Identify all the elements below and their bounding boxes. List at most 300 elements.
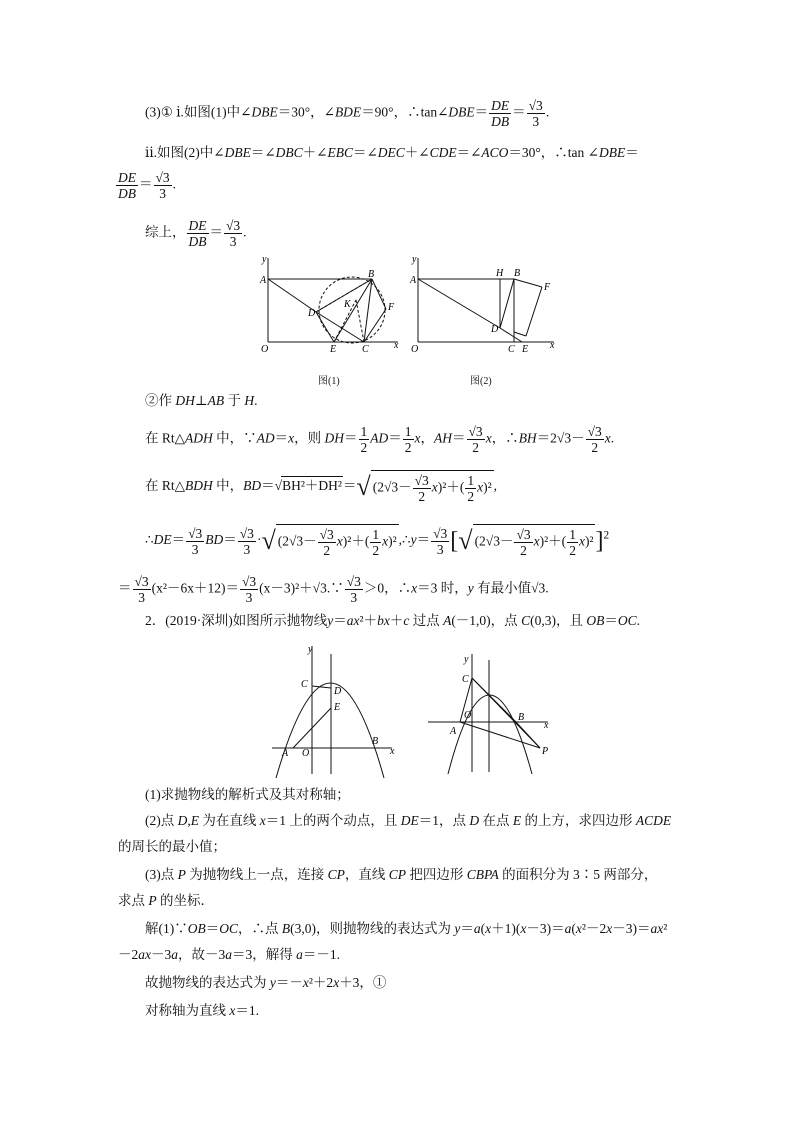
text: )²＋( [539,533,567,549]
text: ＝ [261,478,275,494]
text: DBE [251,104,278,120]
segment-cd [312,686,331,688]
text: 3 [229,234,237,249]
text: (2)点 [145,813,178,828]
text: ＝ [512,104,526,120]
step-2-line [145,392,257,410]
triangle-bdh-line [145,470,497,504]
text: ＝1，点 [418,813,470,828]
label-o: O [261,344,269,355]
label-c: C [301,679,308,690]
text: DBE [448,104,475,120]
label-h: H [496,268,504,279]
fraction [465,473,476,504]
text: ＝ [416,532,431,548]
segment-bf [514,279,542,287]
text: ² [663,921,668,936]
text: √3 [468,424,483,439]
label-e: E [330,344,337,355]
text: 的面积分为 3∶5 两部分， [498,867,658,882]
fraction [467,424,485,455]
text: ⅱ.如图(2)中∠ [145,145,225,160]
text: BDH [185,478,213,494]
text: 1 [372,527,380,542]
text: 1 [360,424,368,439]
figure-1-caption: 图(1) [318,376,340,387]
text: 中，∵ [212,430,257,446]
text: 3 [191,541,199,557]
text: x [411,580,418,596]
fraction [413,473,431,504]
label-a: A [282,748,289,759]
text: √3 [414,473,429,488]
text: 2 [569,543,576,558]
radicand [276,524,399,558]
text: DBC [275,145,303,160]
text: ＝2√3－ [536,430,585,446]
text: (x²－6x＋12)＝ [151,580,239,596]
text: EBC [327,145,353,160]
fraction [186,526,204,557]
text: 于 [224,393,245,408]
figure-2-caption: 图(2) [470,376,492,387]
text: DE [118,170,136,185]
text: 的坐标． [156,893,214,908]
label-c: C [508,344,515,355]
text: BH²＋DH² [282,478,342,494]
text: B [281,921,291,936]
question-3-cont [118,892,214,910]
text: (0,3)，且 [530,613,587,628]
solution-1-line [145,920,667,938]
text: ＝ [333,613,347,628]
text: 过点 [409,613,444,628]
text: DE [400,813,419,828]
text: 3 [243,541,251,557]
de-y-expression-line: ∴DE＝ $\frac{√3}{3}$ BD＝ $\frac{√3}{3}$ ·√ (2√3－ $\frac{√3}{2}$ x)²＋( $\frac{1}{2}$ x)² ,∴y＝ $\frac{√3}{3}$ [√ (2√3－ $\frac{√3}{2}$ x)²＋( $\frac{1}{2}$ x)²]$^2$ [145,525,610,558]
text: x [578,533,585,549]
text: ＝3 时， [417,580,468,596]
fraction [514,527,532,558]
text: 故抛物线的表达式为 [145,975,270,990]
text: (x－3)²＋√3.∵ [259,580,344,596]
text: (－1,0)，点 [451,613,522,628]
text: 2 [472,440,479,455]
text: DH [324,430,345,446]
text: x [229,1003,236,1018]
label-y: y [308,644,313,655]
label-o: O [302,748,310,759]
text: 在 Rt△ [145,478,186,494]
text: )²＋( [342,533,370,549]
text: √3 [134,574,149,589]
text: ( [571,921,576,936]
figure-2-diagram [408,252,558,358]
text: y [467,580,474,596]
segment-ad [418,279,500,328]
text: y [269,975,276,990]
label-b: B [518,712,525,723]
label-d: D [308,308,316,319]
text: x [485,921,492,936]
text: D [177,813,188,828]
text: DE [153,532,172,548]
text: ∴ [145,532,154,548]
dashed-kc [356,300,364,342]
text: √3 [239,525,254,541]
text: BD [243,478,262,494]
text: CP [388,867,407,882]
label-c: C [462,674,469,685]
fraction [224,218,242,249]
radicand [473,524,596,558]
text: ,∴ [398,532,411,548]
question-1 [145,786,350,804]
text: √3 [188,525,203,541]
text: ＝ [625,145,639,160]
text: , [493,478,497,494]
text: AB [207,393,225,408]
text: √3 [319,527,334,542]
text: a [296,947,303,962]
text: ＝90°，∴tan∠ [361,104,449,120]
fraction [240,574,258,605]
label-b: B [368,269,375,280]
text: ²－2 [581,921,607,936]
text: 的周长的最小值； [118,839,226,854]
dashed-circle [319,277,385,343]
text: ＝－ [275,975,303,990]
figure-3-parabola [268,640,398,778]
text: 2 [467,489,475,504]
figure-1-diagram [258,252,408,358]
text: H [244,393,255,408]
text: －3)＝ [612,921,651,936]
text: 2 [404,440,412,455]
text: AD [256,430,275,446]
text: x [288,430,295,446]
text: (1)求抛物线的解析式及其对称轴； [145,787,350,802]
text: 1 [404,424,412,439]
label-d: D [491,324,499,335]
text: √3 [155,170,170,185]
text: ，∴点 [238,921,282,936]
text: ＋ [389,613,404,628]
text: 有最小值√3. [473,580,549,596]
text: a [225,947,232,962]
text: ＝ [388,430,402,446]
text: bx [377,613,390,628]
label-x: x [390,746,395,757]
text: ＝ [205,921,220,936]
question-2-cont [118,838,226,856]
segment-bf [372,279,386,309]
text: )² [483,479,492,495]
text: CDE [429,145,457,160]
text: ＋3，① [339,975,387,990]
text: ＋∠ [302,145,328,160]
text: ＝ [274,430,289,446]
text: 3 [159,186,166,201]
label-b: B [372,736,379,747]
text: 2 [603,529,610,542]
text: ，故－3 [178,947,226,962]
text: ACDE [635,813,672,828]
text: 2 [520,543,527,558]
text: AD [370,430,389,446]
text: . [636,613,640,628]
text: ²＋ [359,613,378,628]
label-d: D [334,686,342,697]
parabola [448,695,532,774]
fraction [359,424,370,455]
text: －3 [151,947,172,962]
text: (3)① ⅰ.如图(1)中∠ [145,104,252,120]
text: (3)点 [145,867,178,882]
label-f: F [544,282,551,293]
text: 2．(2019·深圳)如图所示抛物线 [145,613,328,628]
text: ＝ [460,921,474,936]
text: x [382,533,389,549]
fraction [318,527,336,558]
text: a [473,921,481,936]
text: 在 Rt△ [145,430,186,446]
fraction [154,170,172,201]
text: DB [491,114,510,129]
fraction [370,527,381,558]
text: DBE [598,145,626,160]
text: ＝∠ [456,145,482,160]
text: 中， [212,478,244,494]
text: ，∴ [491,430,519,446]
text: 把四边形 [406,867,467,882]
text: 1 [569,527,576,542]
text: OC [219,921,239,936]
text: y [410,532,417,548]
solution-line-3-i [145,98,549,129]
text: ＝30°，∠ [277,104,335,120]
text: ax [138,947,151,962]
text: (2√3－ [372,479,412,495]
segment-be [334,279,372,342]
text: ADH [185,430,213,446]
label-o: O [411,344,419,355]
text: －2 [118,947,139,962]
text: C [521,613,531,628]
text: DBE [224,145,251,160]
text: x [259,813,266,828]
text: A [443,613,452,628]
text: ＝－1. [302,947,340,962]
fraction [527,98,545,129]
text: , [187,813,191,828]
text: ＝ [342,478,357,494]
text: 为在直线 [199,813,260,828]
text: √3 [516,527,531,542]
text: . [610,430,615,446]
label-a: A [410,275,417,286]
text: DB [188,234,207,249]
label-o: O [464,710,472,721]
text: E [512,813,522,828]
label-y: y [262,254,267,265]
text: x [333,975,340,990]
text: a [564,921,572,936]
segment-bd [500,279,514,328]
text: DB [118,186,136,201]
text: . [172,176,177,192]
text: OC [617,613,637,628]
text: 解(1)∵ [145,921,188,936]
text: 的上方，求四边形 [521,813,636,828]
text: ＝ [139,176,153,192]
text: )² [584,533,594,549]
text: x [575,921,582,936]
text: －3)＝ [526,921,565,936]
parabola-expression-line [145,974,386,992]
label-p: P [542,746,549,757]
minimum-value-line [118,574,549,605]
fraction [116,170,138,201]
fraction [431,526,449,557]
text: ＝1 上的两个动点，且 [265,813,401,828]
fraction [187,218,209,249]
solution-line-3-ii-cont [115,170,176,201]
text: ，则 [294,430,325,446]
label-x: x [394,340,399,351]
solution-summary [145,218,247,249]
segment-e-side [514,332,526,336]
text: ＋1)( [491,921,521,936]
fraction [489,98,511,129]
text: ＝30°，∴tan ∠ [508,145,599,160]
segment-de [500,328,522,342]
radicand [371,470,494,504]
text: (2√3－ [277,533,317,549]
text: OB [586,613,605,628]
text: 2 [418,489,426,504]
text: ( [480,921,486,936]
text: ＝3，解得 [232,947,297,962]
text: √3 [528,98,543,113]
label-x: x [550,340,555,351]
text: c [403,613,410,628]
text: AH [434,430,453,446]
text: D [469,813,480,828]
text: 3 [245,590,253,605]
text: DEC [377,145,405,160]
text: ＝ [118,580,132,596]
text: √ [274,478,283,494]
text: 3 [532,114,540,129]
text: ＝∠ [352,145,378,160]
text: 2 [591,440,599,455]
text: DE [491,98,510,113]
text: 对称轴为直线 [145,1003,230,1018]
text: ax [650,921,664,936]
label-c: C [362,344,369,355]
text: OB [187,921,206,936]
radical-sign: √ [356,472,371,501]
text: BDE [334,104,362,120]
radical-sign: √ [458,526,473,555]
problem-2-statement [145,612,640,630]
text: ，直线 [344,867,389,882]
text: ＝∠ [250,145,276,160]
text: 综上， [145,224,186,240]
label-a: A [260,275,267,286]
text: 在点 [479,813,513,828]
text: 2 [360,440,368,455]
text: BD [205,532,224,548]
segment-de [316,312,334,342]
text: y [454,921,461,936]
label-x: x [544,720,549,731]
text: . [545,104,550,120]
text: DE [188,218,207,233]
label-e: E [334,702,341,713]
text: 1 [467,473,475,488]
text: 3 [138,590,145,605]
text: ＝ [344,430,358,446]
text: x [533,533,540,549]
text: √3 [226,218,241,233]
text: BH [518,430,537,446]
text: ， [420,430,435,446]
text: y [327,613,334,628]
text: · [256,532,262,548]
text: ⊥ [194,393,208,408]
text: ＝ [452,430,466,446]
segment-f-side [526,287,542,336]
text: x [431,479,438,495]
text: x [477,479,484,495]
text: ACO [481,145,509,160]
text: ＝ [209,224,223,240]
text: ＝ [474,104,489,120]
text: . [254,393,258,408]
text: ＝ [223,532,237,548]
text: 为抛物线上一点，连接 [185,867,328,882]
text: x [604,430,611,446]
text: (2√3－ [474,533,514,549]
text: √3 [587,424,602,439]
question-3 [145,866,657,884]
figure-4-parabola [424,646,554,774]
text: CBPA [466,867,499,882]
text: 求点 [118,893,149,908]
fraction [238,526,256,557]
label-y: y [412,254,417,265]
fraction [586,424,604,455]
text: CP [327,867,345,882]
text: 2 [372,543,380,558]
fraction [345,574,363,605]
label-a: A [450,726,457,737]
text: √3 [241,574,257,589]
label-e: E [522,344,529,355]
text: P [148,893,157,908]
fraction [567,527,578,558]
text: a [171,947,178,962]
text: x [336,533,343,549]
fraction [133,574,151,605]
text: ²＋2 [308,975,334,990]
text: ＝ [604,613,618,628]
text: ＝ [171,532,186,548]
text: 3 [350,590,358,605]
text: x [414,430,421,446]
